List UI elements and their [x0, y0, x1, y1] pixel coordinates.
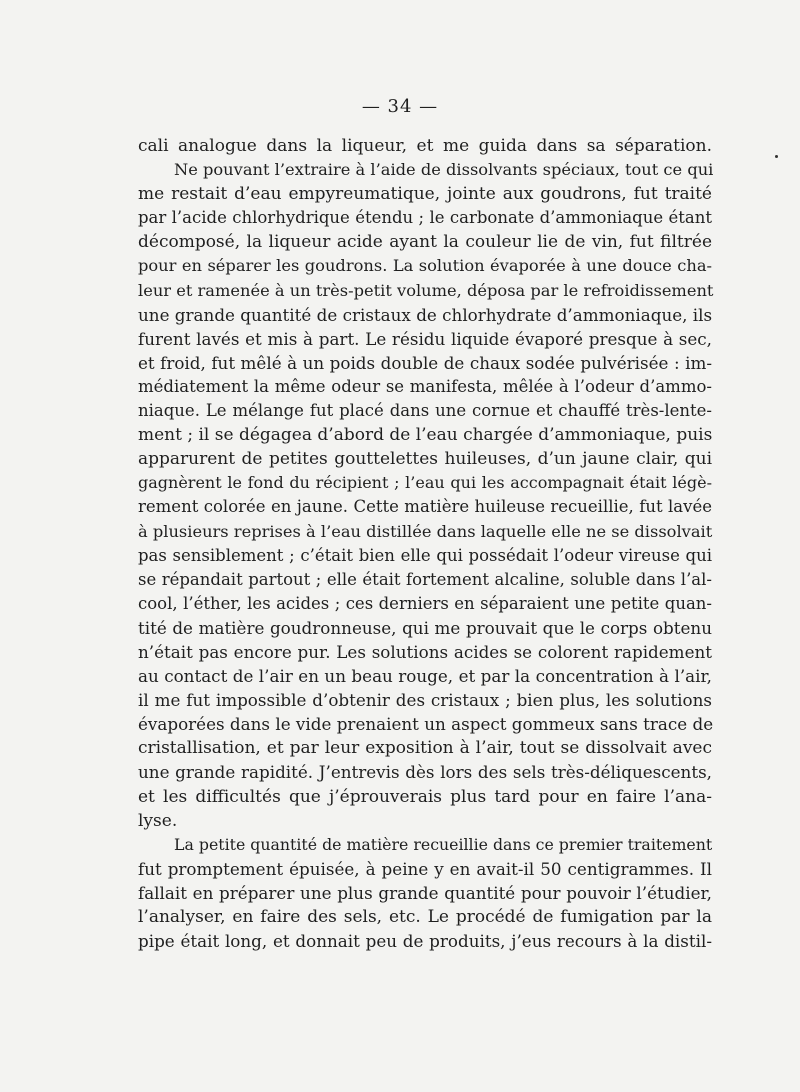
- body-text: [138, 134, 712, 953]
- text-line: cristallisation, et par leur exposition à l’air, tout se dissolvait avec: [138, 738, 712, 759]
- text-line: pipe était long, et donnait peu de produits, j’eus recours à la distil-: [138, 931, 712, 952]
- text-line: fut promptement épuisée, à peine y en avait-il 50 centigrammes. Il: [138, 858, 712, 879]
- text-line: l’analyser, en faire des sels, etc. Le procédé de fumigation par la: [138, 907, 712, 927]
- text-line: ment ; il se dégagea d’abord de l’eau chargée d’ammoniaque, puis: [138, 425, 713, 446]
- text-line: tité de matière goudronneuse, qui me prouvait que le corps obtenu: [138, 617, 712, 638]
- text-line: fallait en préparer une plus grande quantité pour pouvoir l’étudier,: [138, 882, 712, 903]
- text-line: une grande rapidité. J’entrevis dès lors des sels très-déliquescents,: [138, 762, 712, 783]
- text-line: Ne pouvant l’extraire à l’aide de dissolvants spéciaux, tout ce qui: [174, 160, 714, 180]
- text-line: gagnèrent le fond du récipient ; l’eau qui les accompagnait était légè-: [138, 473, 712, 493]
- text-line: à plusieurs reprises à l’eau distillée dans laquelle elle ne se dissolvait: [138, 521, 713, 541]
- text-line: cali analogue dans la liqueur, et me guida dans sa séparation.: [138, 136, 712, 156]
- text-line: par l’acide chlorhydrique étendu ; le carbonate d’ammoniaque étant: [138, 208, 712, 228]
- text-line: cool, l’éther, les acides ; ces derniers en séparaient une petite quan-: [138, 593, 712, 613]
- text-line: furent lavés et mis à part. Le résidu liquide évaporé presque à sec,: [138, 328, 712, 349]
- text-line: me restait d’eau empyreumatique, jointe aux goudrons, fut traité: [138, 184, 712, 205]
- text-line: pour en séparer les goudrons. La solution évaporée à une douce cha-: [138, 256, 712, 276]
- text-line: se répandait partout ; elle était fortement alcaline, soluble dans l’al-: [138, 569, 712, 589]
- text-line: rement colorée en jaune. Cette matière huileuse recueillie, fut lavée: [138, 497, 712, 517]
- text-line: il me fut impossible d’obtenir des cristaux ; bien plus, les solutions: [138, 690, 712, 711]
- text-line: niaque. Le mélange fut placé dans une cornue et chauffé très-lente-: [138, 401, 712, 421]
- text-line: La petite quantité de matière recueillie dans ce premier traitement: [174, 834, 713, 854]
- text-line: pas sensiblement ; c’était bien elle qui possédait l’odeur vireuse qui: [138, 545, 712, 565]
- text-line: au contact de l’air en un beau rouge, et par la concentration à l’air,: [138, 666, 712, 687]
- text-line: lyse.: [138, 810, 178, 831]
- text-line: et froid, fut mêlé à un poids double de chaux sodée pulvérisée : im-: [138, 352, 712, 373]
- text-line: n’était pas encore pur. Les solutions acides se colorent rapidement: [138, 641, 712, 662]
- text-line: évaporées dans le vide prenaient un aspect gommeux sans trace de: [138, 714, 714, 735]
- text-line: et les difficultés que j’éprouverais plus tard pour en faire l’ana-: [138, 786, 712, 807]
- text-line: médiatement la même odeur se manifesta, mêlée à l’odeur d’ammo-: [138, 376, 712, 396]
- text-line: leur et ramenée à un très-petit volume, déposa par le refroidissement: [138, 280, 714, 300]
- text-line: une grande quantité de cristaux de chlorhydrate d’ammoniaque, ils: [138, 304, 713, 325]
- page-number: — 34 —: [361, 96, 439, 117]
- margin-mark: [775, 155, 778, 158]
- text-line: apparurent de petites gouttelettes huileuses, d’un jaune clair, qui: [138, 449, 712, 470]
- text-line: décomposé, la liqueur acide ayant la couleur lie de vin, fut filtrée: [138, 232, 712, 253]
